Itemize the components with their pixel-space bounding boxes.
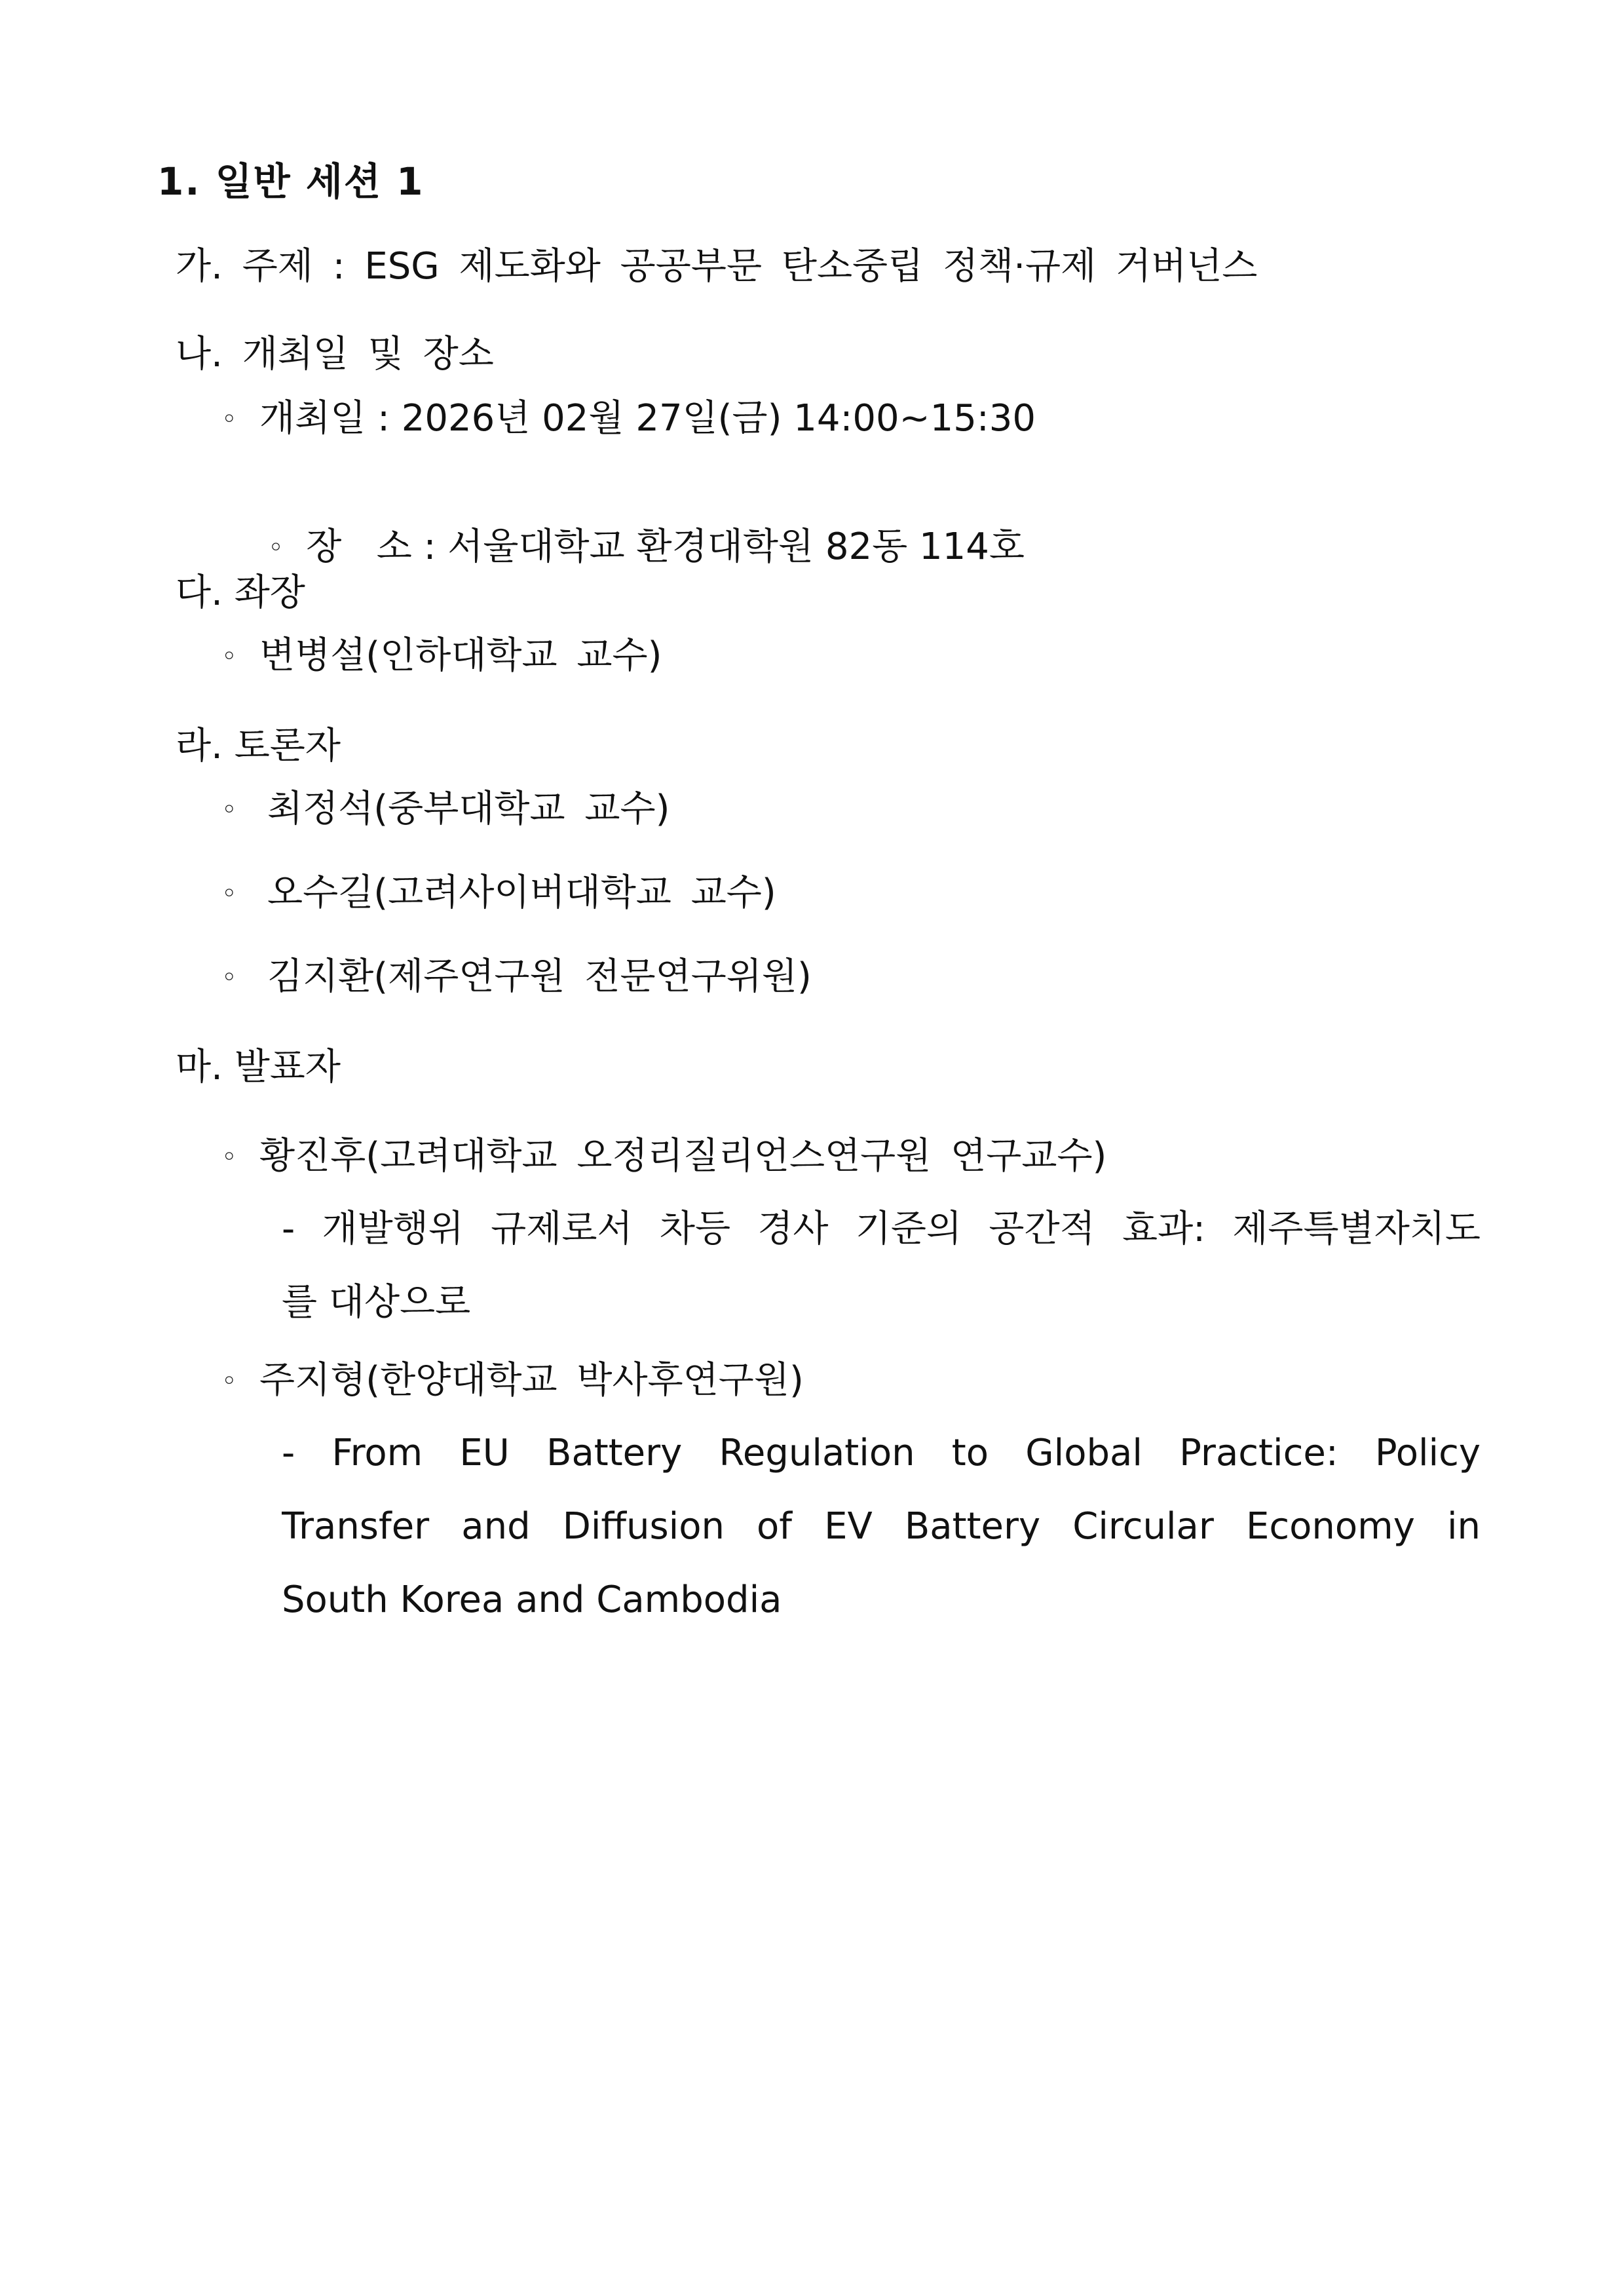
- discussant-item: [221, 870, 776, 917]
- presentation-title-line: Transfer and Diffusion of EV Battery Circular Economy in: [282, 1505, 1481, 1548]
- bullet-icon: ◦: [221, 1142, 237, 1172]
- date-text: 개최일 : 2026년 02월 27일(금) 14:00~15:30: [259, 397, 1036, 440]
- presenter-item: [221, 1358, 804, 1404]
- venue-item: [221, 478, 1025, 617]
- bullet-icon: ◦: [268, 533, 284, 563]
- bullet-icon: ◦: [221, 404, 237, 434]
- discussant-name: 오수길(고려사이버대학교 교수): [267, 871, 776, 914]
- schedule-heading: 나. 개최일 및 장소: [176, 333, 494, 375]
- date-item: [221, 396, 1036, 442]
- chair-item: [221, 633, 662, 679]
- presenters-heading: 마. 발표자: [176, 1046, 341, 1088]
- presenter-item: [221, 1134, 1106, 1180]
- presentation-title-line: - From EU Battery Regulation to Global Practice: Policy: [282, 1432, 1481, 1474]
- discussant-name: 김지환(제주연구원 전문연구위원): [267, 955, 812, 998]
- bullet-icon: ◦: [221, 963, 237, 993]
- topic-line: 가. 주제 : ESG 제도화와 공공부문 탄소중립 정책·규제 거버넌스: [176, 245, 1258, 288]
- bullet-icon: ◦: [221, 641, 237, 672]
- bullet-icon: ◦: [221, 795, 237, 825]
- discussant-item: [221, 786, 670, 833]
- bullet-icon: ◦: [221, 879, 237, 909]
- bullet-icon: ◦: [221, 1366, 237, 1396]
- presentation-title-line: 를 대상으로: [282, 1281, 471, 1324]
- presenter-name: 주지형(한양대학교 박사후연구원): [259, 1359, 804, 1402]
- presenter-name: 황진후(고려대학교 오정리질리언스연구원 연구교수): [259, 1135, 1107, 1177]
- discussant-item: [221, 954, 812, 1001]
- discussants-heading: 라. 토론자: [176, 725, 341, 767]
- presentation-title-line: - 개발행위 규제로서 차등 경사 기준의 공간적 효과: 제주특별자치도: [282, 1208, 1481, 1250]
- chair-heading: 다. 좌장: [176, 571, 305, 614]
- venue-text: 장 소 : 서울대학교 환경대학원 82동 114호: [306, 526, 1025, 568]
- discussant-name: 최정석(중부대학교 교수): [267, 788, 670, 830]
- chair-name: 변병설(인하대학교 교수): [259, 634, 662, 677]
- presentation-title-line: South Korea and Cambodia: [282, 1578, 782, 1621]
- section-title: 1. 일반 세션 1: [157, 159, 425, 204]
